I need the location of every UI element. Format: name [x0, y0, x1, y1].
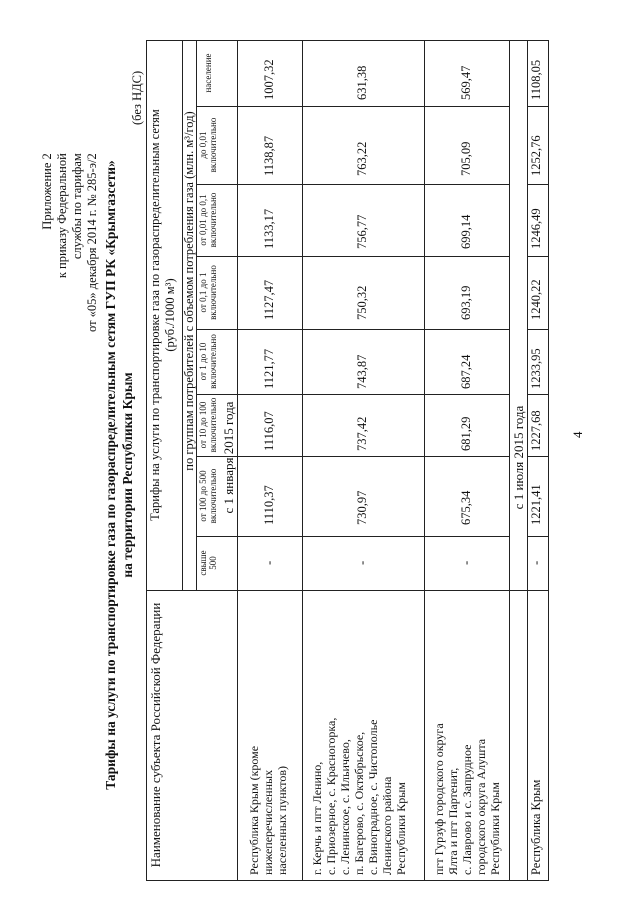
header-col-label: от 0,01 до 0,1 — [198, 194, 208, 246]
header-tariff-line-2: (руб./1000 м³) — [163, 278, 177, 352]
appendix-line-2: к приказу Федеральной — [55, 153, 69, 279]
row-1-val-10-100: 1116,07 — [262, 411, 276, 451]
row-2-val-population: 631,38 — [355, 65, 369, 100]
row-4-val-population: 1108,05 — [529, 59, 543, 100]
row-1-val-001-01: 1133,17 — [262, 208, 276, 249]
header-col-sublabel: включительно — [208, 334, 218, 389]
row-3-val-1-10: 687,24 — [459, 354, 473, 389]
header-col-label: от 1 до 10 — [198, 342, 208, 381]
period-label: с 1 июля 2015 года — [511, 405, 526, 510]
row-3-val-001-01: 699,14 — [459, 214, 473, 249]
row-3-val-to-001: 705,09 — [459, 141, 473, 176]
row-name-line: г. Керчь и пгт Ленино, — [310, 761, 324, 875]
vat-note: (без НДС) — [130, 70, 144, 125]
period-january-2015 — [222, 40, 236, 875]
row-1-val-to-001: 1138,87 — [262, 135, 276, 176]
row-4-val-100-500: 1221,41 — [529, 484, 543, 525]
header-col-over500-line1: свыше — [198, 550, 208, 576]
row-1-val-population: 1007,32 — [262, 59, 276, 100]
header-col-001-01 — [198, 184, 218, 256]
title-line-2: на территории Республики Крым — [120, 372, 135, 578]
header-col-sublabel: включительно — [208, 468, 218, 524]
row-name-line: Республика Крым — [529, 779, 543, 875]
row-name-line: населенных пунктов) — [275, 765, 289, 875]
period-label: с 1 января 2015 года — [221, 401, 236, 514]
row-3-val-10-100: 681,29 — [459, 416, 473, 451]
header-col-to-001 — [198, 106, 218, 184]
header-col-1-10 — [198, 329, 218, 394]
header-col-over500 — [198, 536, 218, 590]
row-4-val-1-10: 1233,95 — [529, 348, 543, 389]
row-1-val-01-1: 1127,47 — [262, 279, 276, 320]
header-col-sublabel: включительно — [208, 397, 218, 453]
row-4-val-01-1: 1240,22 — [529, 279, 543, 320]
row-2-val-01-1: 750,32 — [355, 285, 369, 320]
row-2-val-to-001: 763,22 — [355, 141, 369, 176]
row-1-val-100-500: 1110,37 — [262, 485, 276, 525]
row-name-line: пгт Гурзуф городского округа — [432, 723, 446, 875]
period-july-2015 — [512, 40, 526, 875]
row-name-line: с. Виноградное, с. Чистополье — [366, 719, 380, 875]
row-3-val-over500: - — [459, 560, 473, 565]
row-name-line: с. Ленинское, с. Ильичево, — [338, 739, 352, 875]
appendix-line-3: службы по тарифам — [70, 153, 84, 260]
row-2-val-100-500: 730,97 — [355, 490, 369, 525]
row-2-val-10-100: 737,42 — [355, 416, 369, 451]
page-number: 4 — [570, 431, 585, 438]
header-col-100-500 — [198, 456, 218, 536]
header-col-sublabel: включительно — [208, 192, 218, 248]
header-subject-text: Наименование субъекта Российской Федерации — [148, 602, 163, 868]
document-title — [102, 70, 136, 880]
header-col-over500-line2: 500 — [208, 556, 218, 570]
header-groups-title — [182, 46, 196, 536]
row-1-val-1-10: 1121,77 — [262, 348, 276, 389]
row-3-val-01-1: 693,19 — [459, 285, 473, 320]
row-2-val-001-01: 756,77 — [355, 214, 369, 249]
row-4-val-over500: - — [529, 560, 543, 565]
row-name-line: с. Лаврово и с. Запрудное — [460, 744, 474, 875]
row-4-val-to-001: 1252,76 — [529, 135, 543, 176]
header-groups-text: по группам потребителей с объемом потребления газа (млн. м³/год) — [182, 111, 196, 471]
row-name-line: Республики Крым — [488, 782, 502, 875]
row-name-line: Республика Крым (кроме — [247, 745, 261, 875]
header-col-sublabel: включительно — [208, 117, 218, 173]
appendix-block — [40, 153, 100, 332]
row-4-name — [529, 780, 543, 875]
header-tariff-line-1: Тарифы на услуги по транспортировке газа по газораспределительным сетям — [148, 109, 162, 521]
row-2-val-1-10: 743,87 — [355, 354, 369, 389]
header-col-01-1 — [198, 256, 218, 329]
header-col-population — [203, 40, 213, 106]
row-2-name — [310, 718, 408, 875]
header-col-sublabel: включительно — [208, 265, 218, 320]
row-3-val-population: 569,47 — [459, 65, 473, 100]
header-tariff-title — [148, 45, 178, 585]
appendix-line-1: Приложение 2 — [40, 153, 54, 230]
row-name-line: Ленинского района — [380, 776, 394, 875]
row-name-line: городского округа Алушта — [474, 738, 488, 875]
row-3-val-100-500: 675,34 — [459, 490, 473, 525]
header-col-10-100 — [198, 394, 218, 456]
row-name-line: Ялта и пгт Партенит, — [446, 767, 460, 875]
header-col-label: от 0,1 до 1 — [198, 272, 208, 313]
appendix-line-4: от «05» декабря 2014 г. № 285-э/2 — [85, 153, 99, 332]
row-name-line: с. Приозерное, с. Красногорка, — [324, 717, 338, 875]
row-name-line: п. Багерово, с. Октябрьское, — [352, 731, 366, 875]
header-col-label: население — [203, 53, 213, 93]
row-2-val-over500: - — [355, 560, 369, 565]
header-subject — [148, 595, 163, 875]
row-name-line: нижеперечисленных — [261, 769, 275, 875]
row-4-val-001-01: 1246,49 — [529, 208, 543, 249]
header-col-label: от 10 до 100 — [198, 401, 208, 449]
row-3-name — [432, 723, 502, 875]
row-1-name — [247, 746, 289, 875]
header-col-label: от 100 до 500 — [198, 470, 208, 522]
row-1-val-over500: - — [262, 560, 276, 565]
row-name-line: Республики Крым — [394, 782, 408, 875]
header-col-label: до 0,01 — [198, 131, 208, 159]
title-line-1: Тарифы на услуги по транспортировке газа по газораспределительным сетям ГУП РК «Крымгазсети» — [103, 160, 118, 790]
row-4-val-10-100: 1227,68 — [529, 410, 543, 451]
